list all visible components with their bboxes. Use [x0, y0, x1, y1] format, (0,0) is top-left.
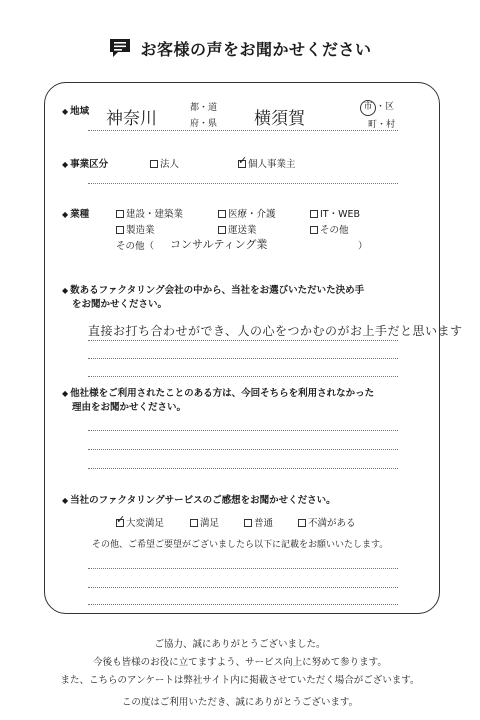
q1-label-line1: ◆ 数あるファクタリング会社の中から、当社をお選びいただいた決め手 — [62, 282, 364, 296]
industry-other-label: その他（ — [116, 241, 155, 252]
checkbox-manufacturing[interactable] — [116, 226, 124, 234]
option-sole-proprietor[interactable]: ✓ 個人事業主 — [238, 156, 296, 170]
checkbox-satisfied[interactable] — [190, 519, 198, 527]
todoufu-top: 都・道 — [190, 103, 218, 113]
q2-label-line2: 理由をお聞かせください。 — [72, 402, 187, 413]
shiku-sep: ・区 — [376, 102, 395, 112]
checkbox-other[interactable] — [310, 226, 318, 234]
q1-line-1 — [88, 340, 398, 341]
q1-line-3 — [88, 376, 398, 377]
todoufu-bottom: 府・県 — [190, 119, 218, 129]
industry-it[interactable]: IT・WEB — [310, 206, 360, 220]
q2-label-line1: ◆ 他社様をご利用されたことのある方は、今回そちらを利用されなかった — [62, 385, 374, 399]
industry-manufacturing[interactable]: 製造業 — [116, 222, 155, 236]
q3-line-1 — [88, 568, 398, 569]
footer-line2: 今後も皆様のお役に立てますよう、サービス向上に努めて参ります。 — [93, 657, 387, 668]
q1-label-line2: をお聞かせください。 — [72, 299, 168, 310]
industry-other[interactable]: その他 — [310, 222, 349, 236]
q2-line-2 — [88, 449, 398, 450]
checkbox-transport[interactable] — [218, 226, 226, 234]
industry-medical[interactable]: 医療・介護 — [218, 206, 276, 220]
region-underline — [88, 130, 398, 131]
city-handwritten: 横須賀 — [254, 109, 305, 129]
q3-option-neutral[interactable]: 普通 — [244, 515, 273, 529]
q3-option-satisfied[interactable]: 満足 — [190, 515, 219, 529]
q3-option-very-satisfied[interactable]: ✓大変満足 — [116, 515, 164, 529]
shiku-row — [360, 99, 394, 116]
footer-line4: この度はご利用いただき、誠にありがとうございます。 — [121, 697, 359, 708]
footer-line3: また、こちらのアンケートは弊社サイト内に掲載させていただく場合がございます。 — [60, 675, 420, 686]
q1-line-2 — [88, 358, 398, 359]
business-underline — [88, 183, 398, 184]
q3-line-3 — [88, 604, 398, 605]
q1-answer-line1: 直接お打ち合わせができ、人の心をつかむのがお上手だと思います — [88, 324, 463, 338]
industry-label: ◆ 業種 — [62, 206, 89, 220]
industry-transport[interactable]: 運送業 — [218, 222, 257, 236]
prefecture-handwritten: 神奈川 — [106, 109, 157, 129]
choson: 町・村 — [368, 120, 396, 130]
business-type-label: ◆ 事業区分 — [62, 156, 108, 170]
region-label: ◆ 地域 — [62, 103, 89, 117]
speech-bubble-icon — [108, 37, 134, 59]
checkbox-medical[interactable] — [218, 210, 226, 218]
checkbox-dissatisfied[interactable] — [298, 519, 306, 527]
q3-label: ◆ 当社のファクタリングサービスのご感想をお聞かせください。 — [62, 492, 336, 506]
footer-line1: ご協力、誠にありがとうございました。 — [154, 639, 326, 650]
checkbox-neutral[interactable] — [244, 519, 252, 527]
checkbox-very-satisfied[interactable] — [116, 519, 124, 527]
q3-comment-prompt: その他、ご希望ご要望がございましたら以下に記載をお願いいたします。 — [92, 540, 389, 550]
page-title: お客様の声をお聞かせください — [140, 39, 372, 59]
industry-other-handwritten: コンサルティング業 — [170, 238, 268, 251]
q2-line-1 — [88, 430, 398, 431]
q3-line-2 — [88, 587, 398, 588]
industry-other-close: ） — [358, 241, 368, 252]
q3-option-dissatisfied[interactable]: 不満がある — [298, 515, 356, 529]
checkbox-corporation[interactable] — [150, 160, 158, 168]
q2-line-3 — [88, 468, 398, 469]
shi-circled: 市 — [360, 100, 376, 116]
checkbox-it[interactable] — [310, 210, 318, 218]
checkbox-sole-proprietor[interactable] — [238, 160, 246, 168]
industry-construction[interactable]: 建設・建築業 — [116, 206, 183, 220]
page-header — [0, 34, 480, 62]
option-corporation[interactable]: 法人 — [150, 156, 179, 170]
checkbox-construction[interactable] — [116, 210, 124, 218]
